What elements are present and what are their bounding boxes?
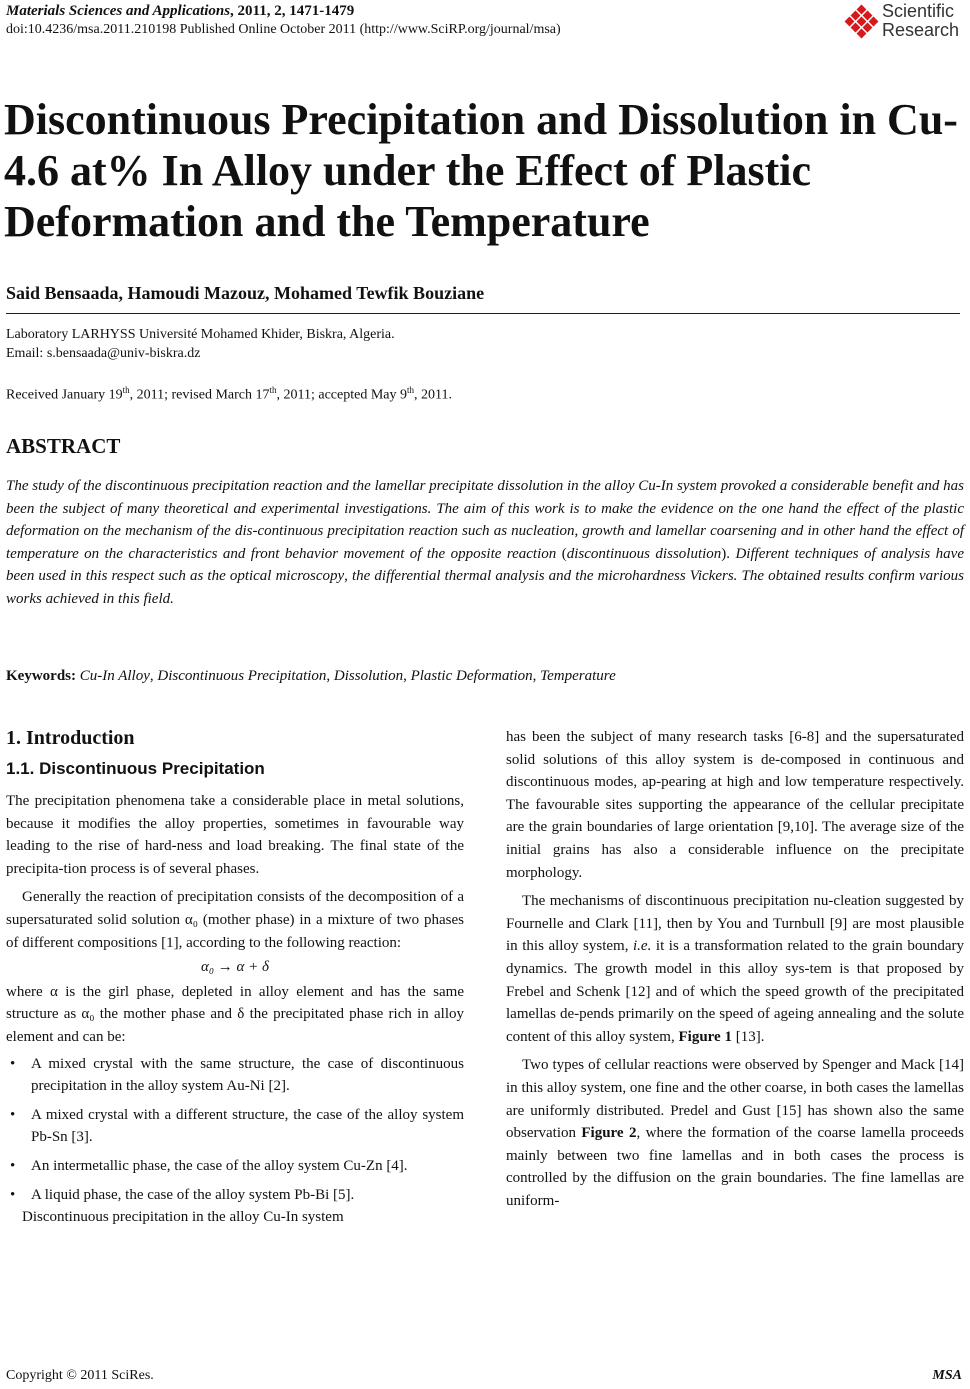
list-item: • A mixed crystal with a different structure, the case of the alloy system Pb-Sn [3].: [6, 1104, 464, 1149]
figure-ref: Figure 1: [678, 1028, 732, 1045]
abstract-heading: ABSTRACT: [6, 434, 121, 458]
paragraph: Two types of cellular reactions were observed by Spenger and Mack [14] in this alloy system, one fine and the other coarse, in both cases the lamellas are uniformly distributed. Predel and Gust [15] has shown also the same observation Figure 2, where the formation of the coarse lamella proceeds mainly between two fine lamellas and in both cases the process is controlled by the diffusion on the grain boundaries. The fine lamellas are uniform-: [506, 1057, 965, 1209]
paragraph: Generally the reaction of precipitation consists of the decomposition of a supersaturated solid solution α₀ (mother phase) in a mixture of two phases of different compositions [1], according to the following reaction:: [6, 889, 464, 951]
logo-text: Scientific Research: [882, 1, 960, 40]
list-item: • An intermetallic phase, the case of the alloy system Cu-Zn [4].: [6, 1155, 464, 1178]
keyword: Dissolution: [333, 668, 404, 684]
affiliation-block: [6, 325, 395, 363]
journal-name: Materials Sciences and Applications: [6, 3, 231, 19]
bullet-list: [6, 1053, 464, 1207]
bullet-icon: •: [10, 1157, 16, 1174]
keyword: Cu-In Alloy: [79, 668, 150, 684]
keyword: Plastic Deformation: [410, 668, 533, 684]
list-item: • A mixed crystal with the same structure, the case of discontinuous precipitation in the alloy system Au-Ni [2].: [6, 1053, 464, 1098]
paragraph: Discontinuous precipitation in the alloy Cu-In system: [22, 1209, 344, 1226]
list-item: • A liquid phase, the case of the alloy system Pb-Bi [5].: [6, 1184, 464, 1207]
paragraph: where α is the girl phase, depleted in alloy element and has the same structure as α₀ the mother phase and δ the precipitated phase rich in alloy element and can be:: [6, 983, 464, 1045]
section-heading: 1. Introduction: [6, 727, 135, 749]
right-column: [506, 726, 964, 1212]
copyright: Copyright © 2011 SciRes.: [6, 1368, 154, 1383]
publisher-logo: [844, 2, 964, 44]
abstract-text: The study of the discontinuous precipitation reaction and the lamellar precipitate dissolution in the alloy Cu-In system provoked a considerable benefit and has been the subject of many theoretical and experimental investigations. The aim of this work is to make the evidence on the one hand the effect of the plastic deformation on the mechanism of the dis-continuous precipitation reaction such as nucleation, growth and lamellar coarsening and in other hand the effect of temperature on the characteristics and front behavior movement of the opposite reaction (discontinuous dissolution). Different techniques of analysis have been used in this respect such as the optical microscopy, the differential thermal analysis and the microhardness Vickers. The obtained results confirm various works achieved in this field.: [6, 478, 964, 607]
authors: Said Bensaada, Hamoudi Mazouz, Mohamed Tewfik Bouziane: [6, 283, 485, 303]
keywords-label: Keywords: [6, 668, 71, 684]
keyword: Discontinuous Precipitation: [157, 668, 327, 684]
keyword: Temperature: [540, 668, 616, 684]
paragraph: The precipitation phenomena take a considerable place in metal solutions, because it modifies the alloy properties, sometimes in favourable way leading to the rise of hard-ness and load breaking. The final state of the precipita-tion process is of several phases.: [6, 793, 464, 877]
affiliation: Laboratory LARHYSS Université Mohamed Khider, Biskra, Algeria.: [6, 327, 395, 342]
journal-abbreviation: MSA: [932, 1368, 962, 1383]
journal-volume: , 2011, 2, 1471-1479: [230, 3, 355, 19]
received-dates: Received January 19th, 2011; revised March 17th, 2011; accepted May 9th, 2011.: [6, 385, 452, 403]
equation: α₀ → α + δ: [200, 959, 270, 976]
paragraph: The mechanisms of discontinuous precipitation nu-cleation suggested by Fournelle and Clark [11], then by You and Turnbull [9] are most plausible in this alloy system, i.e. it is a transformation related to the grain boundary dynamics. The growth model in this alloy sys-tem is that proposed by Frebel and Schenk [12] and of which the speed growth of the precipitated lamellas de-pends primarily on the speed of ageing annealing and the solute content of this alloy system, Figure 1 [13].: [506, 893, 965, 1045]
journal-header: [6, 3, 354, 20]
scientific-research-logo-icon: [844, 4, 880, 40]
email: Email: s.bensaada@univ-biskra.dz: [6, 346, 201, 361]
doi-line: doi:10.4236/msa.2011.210198 Published Online October 2011 (http://www.SciRP.org/journal/msa): [6, 22, 561, 37]
figure-ref: Figure 2: [581, 1125, 637, 1142]
bullet-icon: •: [10, 1106, 16, 1123]
bullet-icon: •: [10, 1186, 16, 1203]
bullet-icon: •: [10, 1055, 16, 1072]
left-column: [6, 726, 464, 1229]
paragraph: has been the subject of many research tasks [6-8] and the supersaturated solid solutions of this alloy system is de-composed in continuous and discontinuous modes, ap-pearing at high and low temperature respectively. The favourable sites supporting the appearance of the cellular precipitate are the grain boundaries of large orientation [9,10]. The average size of the initial grains has also a considerable influence on the precipitate morphology.: [506, 729, 964, 881]
keywords: Keywords: Cu-In Alloy, Discontinuous Precipitation, Dissolution, Plastic Deformation, Temperature: [6, 668, 616, 684]
subsection-heading: 1.1. Discontinuous Precipitation: [6, 759, 265, 778]
divider: [6, 313, 960, 314]
paper-title: Discontinuous Precipitation and Dissolution in Cu-4.6 at% In Alloy under the Effect of Plastic Deformation and the Temperature: [4, 95, 958, 246]
